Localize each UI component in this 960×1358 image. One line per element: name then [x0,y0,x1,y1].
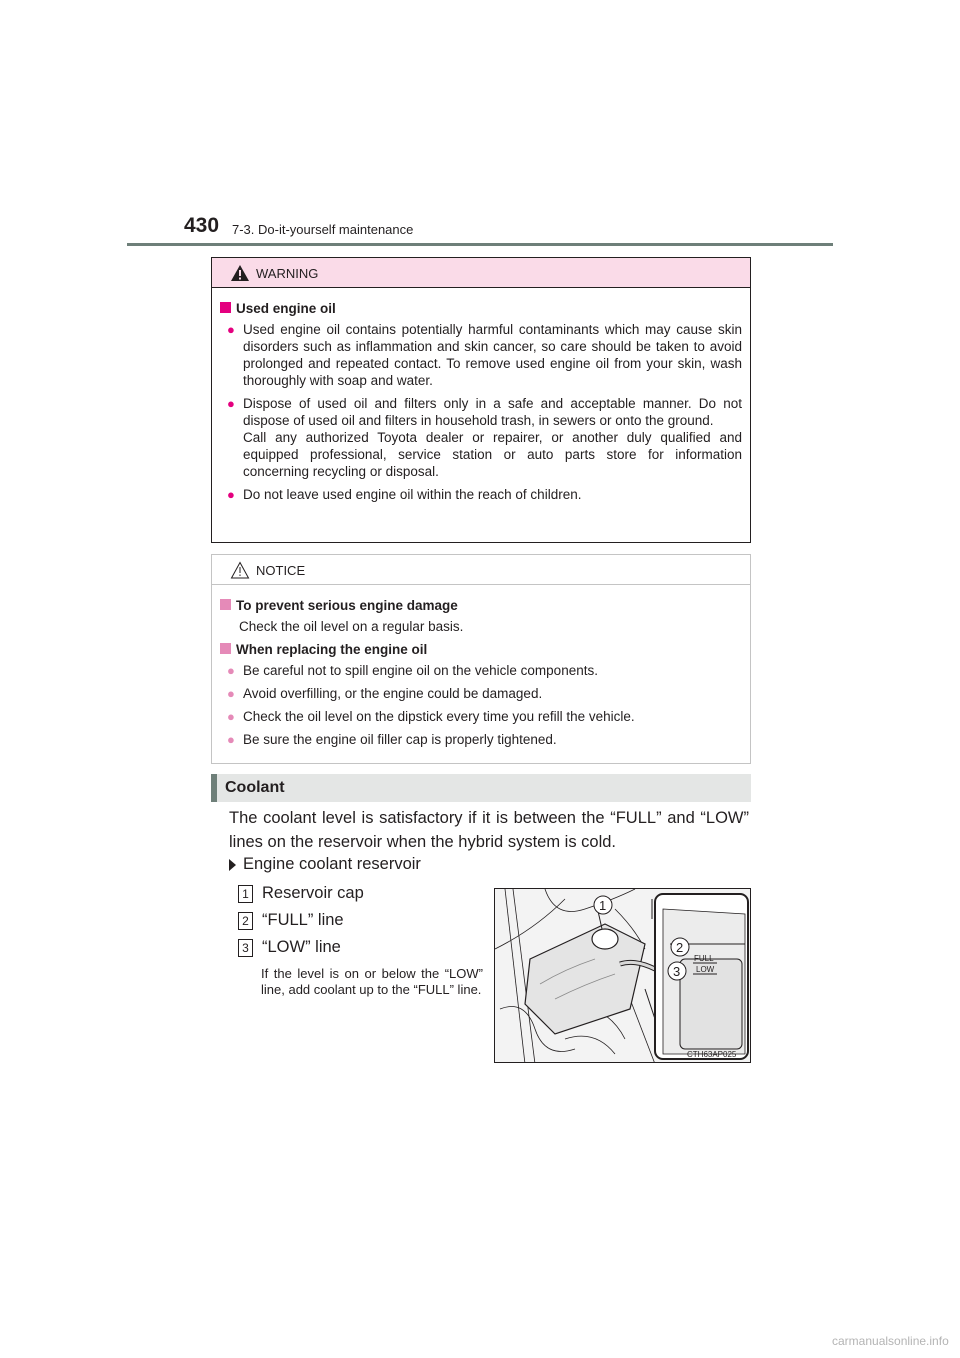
number-box: 1 [238,885,253,903]
coolant-bullet: Engine coolant reservoir [229,855,421,874]
engine-bay-drawing [495,889,751,1063]
square-bullet-icon [220,643,231,654]
bullet-dot-icon: ● [227,487,235,502]
notice-body [212,585,750,748]
notice-subtitle: To prevent serious engine damage [220,597,742,614]
coolant-title: Coolant [225,779,285,796]
footer-watermark: carmanualsonline.info [832,1334,949,1348]
bullet-dot-icon: ● [227,732,235,747]
notice-text: Check the oil level on a regular basis. [239,619,464,634]
warning-label: WARNING [256,266,319,281]
section-accent [211,774,217,802]
bullet-dot-icon: ● [227,322,235,337]
list-item: ● Do not leave used engine oil within the reach of children. [227,487,582,502]
notice-triangle-icon [230,561,250,579]
triangle-bullet-icon [229,859,236,871]
notice-box [211,554,751,764]
warning-box [211,257,751,543]
list-item: ● Be sure the engine oil filler cap is properly tightened. [227,732,557,747]
square-bullet-icon [220,302,231,313]
coolant-body: The coolant level is satisfactory if it is between the “FULL” and “LOW” lines on the reservoir when the hybrid system is cold. [229,809,749,851]
diagram-code: CTH63AP025 [687,1050,737,1059]
list-item: ● Avoid overfilling, or the engine could be damaged. [227,686,543,701]
reservoir-cap [592,929,618,949]
list-item: ● Be careful not to spill engine oil on the vehicle components. [227,663,598,678]
coolant-section-header [211,774,751,802]
notice-subtitle: When replacing the engine oil [220,641,742,658]
coolant-note: If the level is on or below the “LOW” line, add coolant up to the “FULL” line. [261,966,483,997]
numbered-item-3: 3 “LOW” line [238,938,341,957]
coolant-reservoir-illustration [494,888,751,1063]
low-mark: LOW [696,965,715,974]
warning-body [212,288,750,503]
number-box: 3 [238,939,253,957]
bullet-dot-icon: ● [227,709,235,724]
notice-header [212,555,750,585]
warning-triangle-icon [230,264,250,282]
header-rule [127,243,833,246]
section-header: 7-3. Do-it-yourself maintenance [232,222,414,237]
callout-1: 1 [599,898,607,913]
page-number: 430 [184,214,220,237]
numbered-item-2: 2 “FULL” line [238,911,344,930]
warning-header [212,258,750,288]
number-box: 2 [238,912,253,930]
notice-label: NOTICE [256,563,306,578]
callout-3: 3 [673,964,681,979]
full-mark: FULL [694,954,714,963]
list-item: ● Used engine oil contains potentially harmful contaminants which may cause skin disorders such as inflammation and skin cancer, so care should be taken to avoid prolonged and repeated contact. To remove used engine oil from your skin, wash thoroughly with soap and water. [227,322,742,388]
warning-subtitle: Used engine oil [220,300,742,317]
callout-2: 2 [676,940,684,955]
list-item: ● Check the oil level on the dipstick every time you refill the vehicle. [227,709,635,724]
numbered-item-1: 1 Reservoir cap [238,884,364,903]
square-bullet-icon [220,599,231,610]
bullet-dot-icon: ● [227,663,235,678]
bullet-dot-icon: ● [227,686,235,701]
bullet-dot-icon: ● [227,396,235,411]
list-item: ● Dispose of used oil and filters only in a safe and acceptable manner. Do not dispose of used oil and filters in household trash, in sewers or onto the ground. Call any authorized Toyota dealer or repairer, or another duly qualified and equipped professional, service station or auto parts store for information concerning recycling or disposal. [227,396,742,479]
